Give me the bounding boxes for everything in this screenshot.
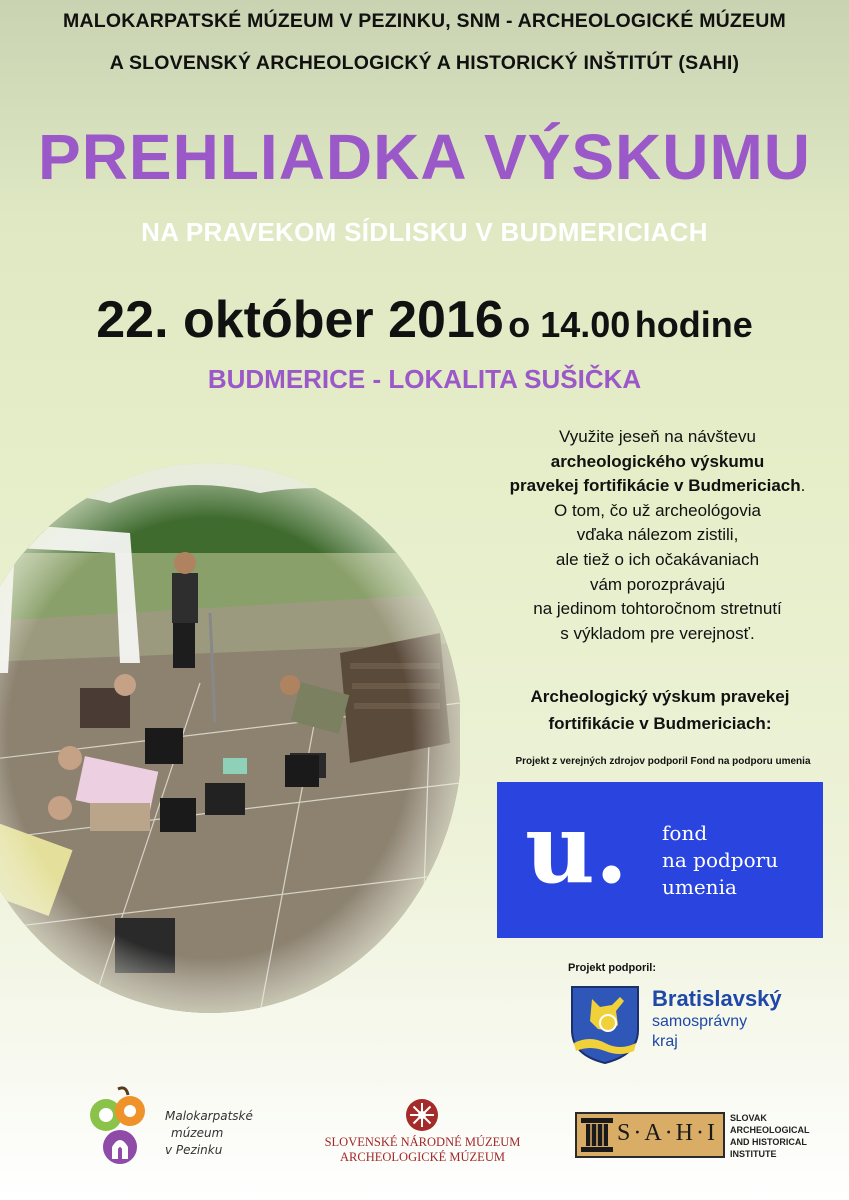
fond-logo <box>497 782 823 938</box>
header-line-2: A SLOVENSKÝ ARCHEOLOGICKÝ A HISTORICKÝ INŠTITÚT (SAHI) <box>109 52 740 74</box>
desc-line: ale tiež o ich očakávaniach <box>555 549 760 569</box>
desc-line: O tom, čo už archeológovia <box>554 500 761 520</box>
event-title: PREHLIADKA VÝSKUMU <box>38 121 811 193</box>
event-date <box>0 290 849 350</box>
sahi-wordmark: S·A·H·I <box>617 1120 718 1146</box>
sahi-full-name: SLOVAK ARCHEOLOGICAL AND HISTORICAL INSTITUTE <box>730 1113 810 1159</box>
malokarpatske-muzeum-text: Malokarpatské múzeum v Pezinku <box>165 1109 253 1157</box>
bsk-coat-of-arms-icon <box>570 985 640 1065</box>
bsk-sub: samosprávny <box>652 1013 748 1030</box>
desc-line: na jedinom tohtoročnom stretnutí <box>533 599 782 619</box>
support-label: Projekt podporil: <box>568 962 656 974</box>
desc-line: Využite jeseň na návštevu <box>559 427 756 446</box>
desc-line: vďaka nálezom zistili, <box>576 525 739 545</box>
header-line-1: MALOKARPATSKÉ MÚZEUM V PEZINKU, SNM - ARCHEOLOGICKÉ MÚZEUM <box>63 10 786 32</box>
desc-line: archeologického výskumu <box>550 451 765 471</box>
desc-line: pravekej fortifikácie v Budmericiach. <box>509 476 806 496</box>
project-note: Projekt z verejných zdrojov podporil Fond na podporu umenia <box>515 756 811 767</box>
fond-logo-mark: u. <box>525 792 629 905</box>
snm-name-line: SLOVENSKÉ NÁRODNÉ MÚZEUM <box>324 1135 521 1149</box>
date-time: o 14.00 <box>508 304 631 345</box>
desc-line: s výkladom pre verejnosť. <box>560 623 755 643</box>
bsk-sub: kraj <box>652 1033 678 1050</box>
fond-logo-text: fond na podporu umenia <box>662 821 779 899</box>
snm-name-line: ARCHEOLOGICKÉ MÚZEUM <box>340 1150 505 1164</box>
event-location: BUDMERICE - LOKALITA SUŠIČKA <box>207 364 642 394</box>
desc-line: vám porozprávajú <box>589 574 726 594</box>
snm-logo-icon <box>405 1098 439 1132</box>
malokarpatske-muzeum-logo-icon <box>78 1085 163 1170</box>
bsk-name: Bratislavský <box>652 986 782 1011</box>
date-unit: hodine <box>634 304 753 345</box>
column-icon <box>581 1118 613 1152</box>
project-heading <box>480 683 840 737</box>
sahi-logo <box>575 1112 725 1158</box>
date-main: 22. október 2016 <box>96 291 504 349</box>
description <box>470 425 845 646</box>
project-heading-line: fortifikácie v Budmericiach: <box>548 714 772 733</box>
event-subtitle: NA PRAVEKOM SÍDLISKU V BUDMERICIACH <box>141 217 708 247</box>
excavation-photo <box>0 463 460 1013</box>
project-heading-line: Archeologický výskum pravekej <box>530 687 790 706</box>
